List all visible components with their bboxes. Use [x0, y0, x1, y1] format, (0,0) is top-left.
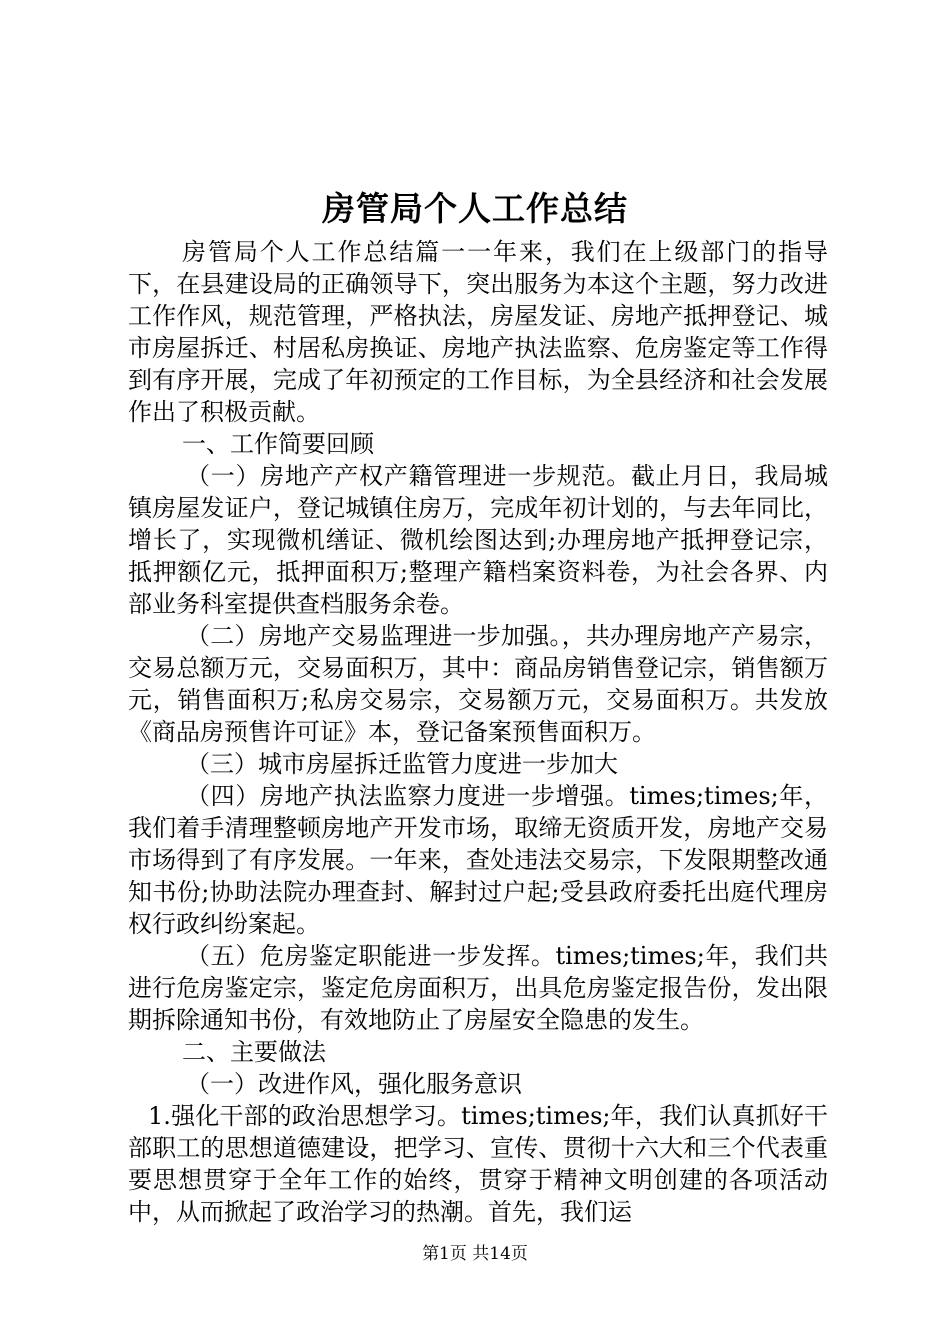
page-footer: 第1页 共14页 [422, 1244, 528, 1264]
review-item-5: （五）危房鉴定职能进一步发挥。times;times;年，我们共进行危房鉴定宗，鉴定危房面积万，出具危房鉴定报告份，发出限期拆除通知书份，有效地防止了房屋安全隐患的发生。 [128, 942, 828, 1034]
methods-subheading-1: （一）改进作风，强化服务意识 [186, 1070, 522, 1098]
section-heading-methods: 二、主要做法 [182, 1038, 326, 1066]
review-item-3: （三）城市房屋拆迁监管力度进一步加大 [186, 750, 618, 778]
review-item-4: （四）房地产执法监察力度进一步增强。times;times;年，我们着手清理整顿房地产开发市场，取缔无资质开发，房地产交易市场得到了有序发展。一年来，查处违法交易宗，下发限期整改通知书份;协助法院办理查封、解封过户起;受县政府委托出庭代理房权行政纠纷案起。 [128, 782, 828, 938]
document-title: 房管局个人工作总结 [322, 189, 628, 228]
review-item-1: （一）房地产产权产籍管理进一步规范。截止月日，我局城镇房屋发证户，登记城镇住房万，完成年初计划的，与去年同比，增长了，实现微机缮证、微机绘图达到;办理房地产抵押登记宗，抵押额亿元，抵押面积万;整理产籍档案资料卷，为社会各界、内部业务科室提供查档服务余卷。 [128, 462, 828, 618]
methods-item-1: 1.强化干部的政治思想学习。times;times;年，我们认真抓好干部职工的思想道德建设，把学习、宣传、贯彻十六大和三个代表重要思想贯穿于全年工作的始终，贯穿于精神文明创建的各项活动中，从而掀起了政治学习的热潮。首先，我们运 [128, 1102, 828, 1226]
document-body [128, 236, 828, 1228]
section-heading-review: 一、工作简要回顾 [182, 430, 374, 458]
review-item-2: （二）房地产交易监理进一步加强。，共办理房地产产易宗，交易总额万元，交易面积万，其中：商品房销售登记宗，销售额万元，销售面积万;私房交易宗，交易额万元，交易面积万。共发放《商品房预售许可证》本，登记备案预售面积万。 [128, 622, 828, 746]
intro-paragraph: 房管局个人工作总结篇一一年来，我们在上级部门的指导下，在县建设局的正确领导下，突出服务为本这个主题，努力改进工作作风，规范管理，严格执法，房屋发证、房地产抵押登记、城市房屋拆迁、村居私房换证、房地产执法监察、危房鉴定等工作得到有序开展，完成了年初预定的工作目标，为全县经济和社会发展作出了积极贡献。 [128, 238, 828, 426]
